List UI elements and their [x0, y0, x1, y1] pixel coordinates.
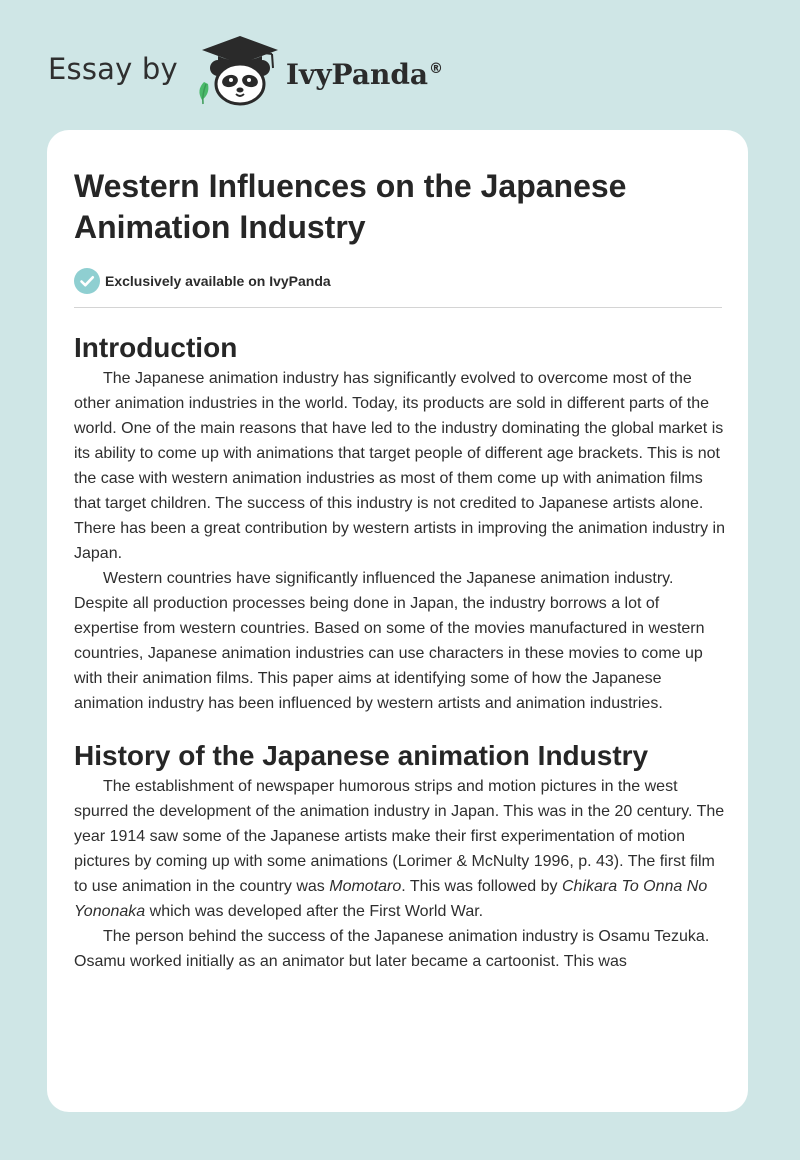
- paragraph-text: . This was followed by: [401, 878, 562, 895]
- section-heading-introduction: Introduction: [74, 332, 238, 363]
- paragraph: Western countries have significantly influenced the Japanese animation industry. Despite all production processes being done in Japan, the industry borrows a lot of expertise from western countries. Based on some of the movies manufactured in western countries, Japanese animation industries can use characters in these movies to come up with their animation films. This paper aims at identifying some of how the Japanese animation industry has been influenced by western artists and animation industries.: [74, 570, 705, 712]
- paragraph-text: which was developed after the First World War.: [145, 903, 484, 920]
- paragraph: The person behind the success of the Japanese animation industry is Osamu Tezuka. Osamu worked initially as an animator but later became a cartoonist. This was: [74, 928, 710, 970]
- essay-title: Western Influences on the Japanese Animation Industry: [74, 168, 627, 245]
- brand-name[interactable]: [286, 58, 443, 91]
- brand-name-text: IvyPanda: [285, 57, 429, 91]
- film-title: Chikara To Onna No Yononaka: [74, 878, 708, 920]
- exclusive-badge: [74, 268, 722, 294]
- registered-mark: ®: [429, 61, 444, 78]
- divider: [74, 307, 722, 308]
- exclusive-label: Exclusively available on IvyPanda: [105, 273, 331, 289]
- essay-card: [47, 130, 748, 1112]
- check-circle-icon: [74, 268, 100, 294]
- brand-prefix: Essay by: [48, 52, 178, 86]
- paragraph: The Japanese animation industry has significantly evolved to overcome most of the other animation industries in the world. Today, its products are sold in different parts of the world. One of the main reasons that have led to the industry dominating the global market is its ability to come up with animations that target people of different age brackets. This is not the case with western animation industries as most of them come up with animation films that target children. The success of this industry is not credited to Japanese artists alone. There has been a great contribution by western artists in improving the animation industry in Japan.: [74, 370, 726, 562]
- film-title: Momotaro: [329, 878, 402, 895]
- section-heading-history: History of the Japanese animation Industry: [74, 740, 649, 771]
- panda-graduation-cap-logo-icon[interactable]: [192, 34, 288, 110]
- paragraph: [74, 774, 725, 924]
- paragraph-text: The establishment of newspaper humorous strips and motion pictures in the west spurred the development of the animation industry in Japan. This was in the 20 century. The year 1914 saw some of the Japanese artists make their first experimentation of motion pictures by coming up with some animations (Lorimer & McNulty 1996, p. 43). The first film to use animation in the country was: [74, 778, 725, 895]
- brand-header: [48, 34, 443, 110]
